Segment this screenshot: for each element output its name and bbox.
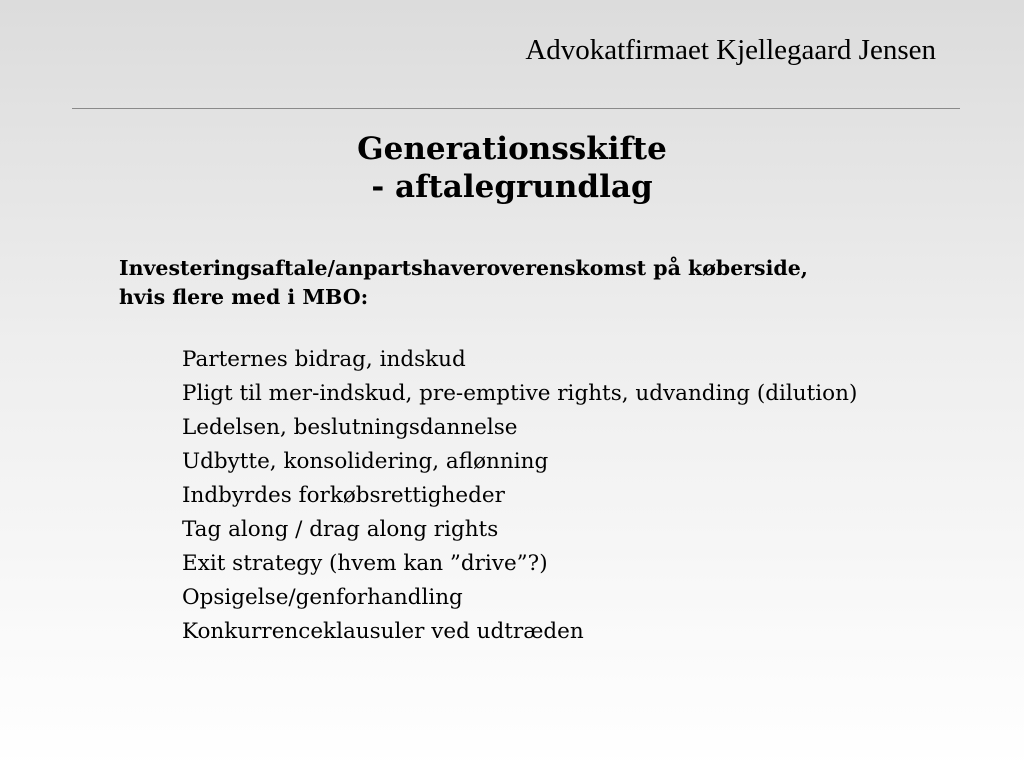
list-item: Udbytte, konsolidering, aflønning	[182, 449, 549, 474]
intro-heading-line-2: hvis flere med i MBO:	[119, 285, 369, 309]
list-item: Indbyrdes forkøbsrettigheder	[182, 483, 505, 508]
slide-title-line-1: Generationsskifte	[357, 131, 667, 167]
list-item: Pligt til mer-indskud, pre-emptive rights, udvanding (dilution)	[182, 381, 858, 406]
list-item: Exit strategy (hvem kan ”drive”?)	[182, 551, 548, 576]
intro-heading-line-1: Investeringsaftale/anpartshaveroverenskomst på køberside,	[119, 256, 808, 280]
list-item: Konkurrenceklausuler ved udtræden	[182, 619, 584, 644]
list-item: Ledelsen, beslutningsdannelse	[182, 415, 518, 440]
header-divider	[72, 108, 960, 109]
slide-title	[0, 130, 1024, 206]
firm-name: Advokatfirmaet Kjellegaard Jensen	[525, 34, 936, 66]
agreement-items-list	[182, 347, 872, 653]
intro-heading	[119, 254, 919, 312]
slide-title-line-2: - aftalegrundlag	[371, 169, 653, 205]
list-item: Parternes bidrag, indskud	[182, 347, 466, 372]
list-item: Opsigelse/genforhandling	[182, 585, 463, 610]
list-item: Tag along / drag along rights	[182, 517, 499, 542]
